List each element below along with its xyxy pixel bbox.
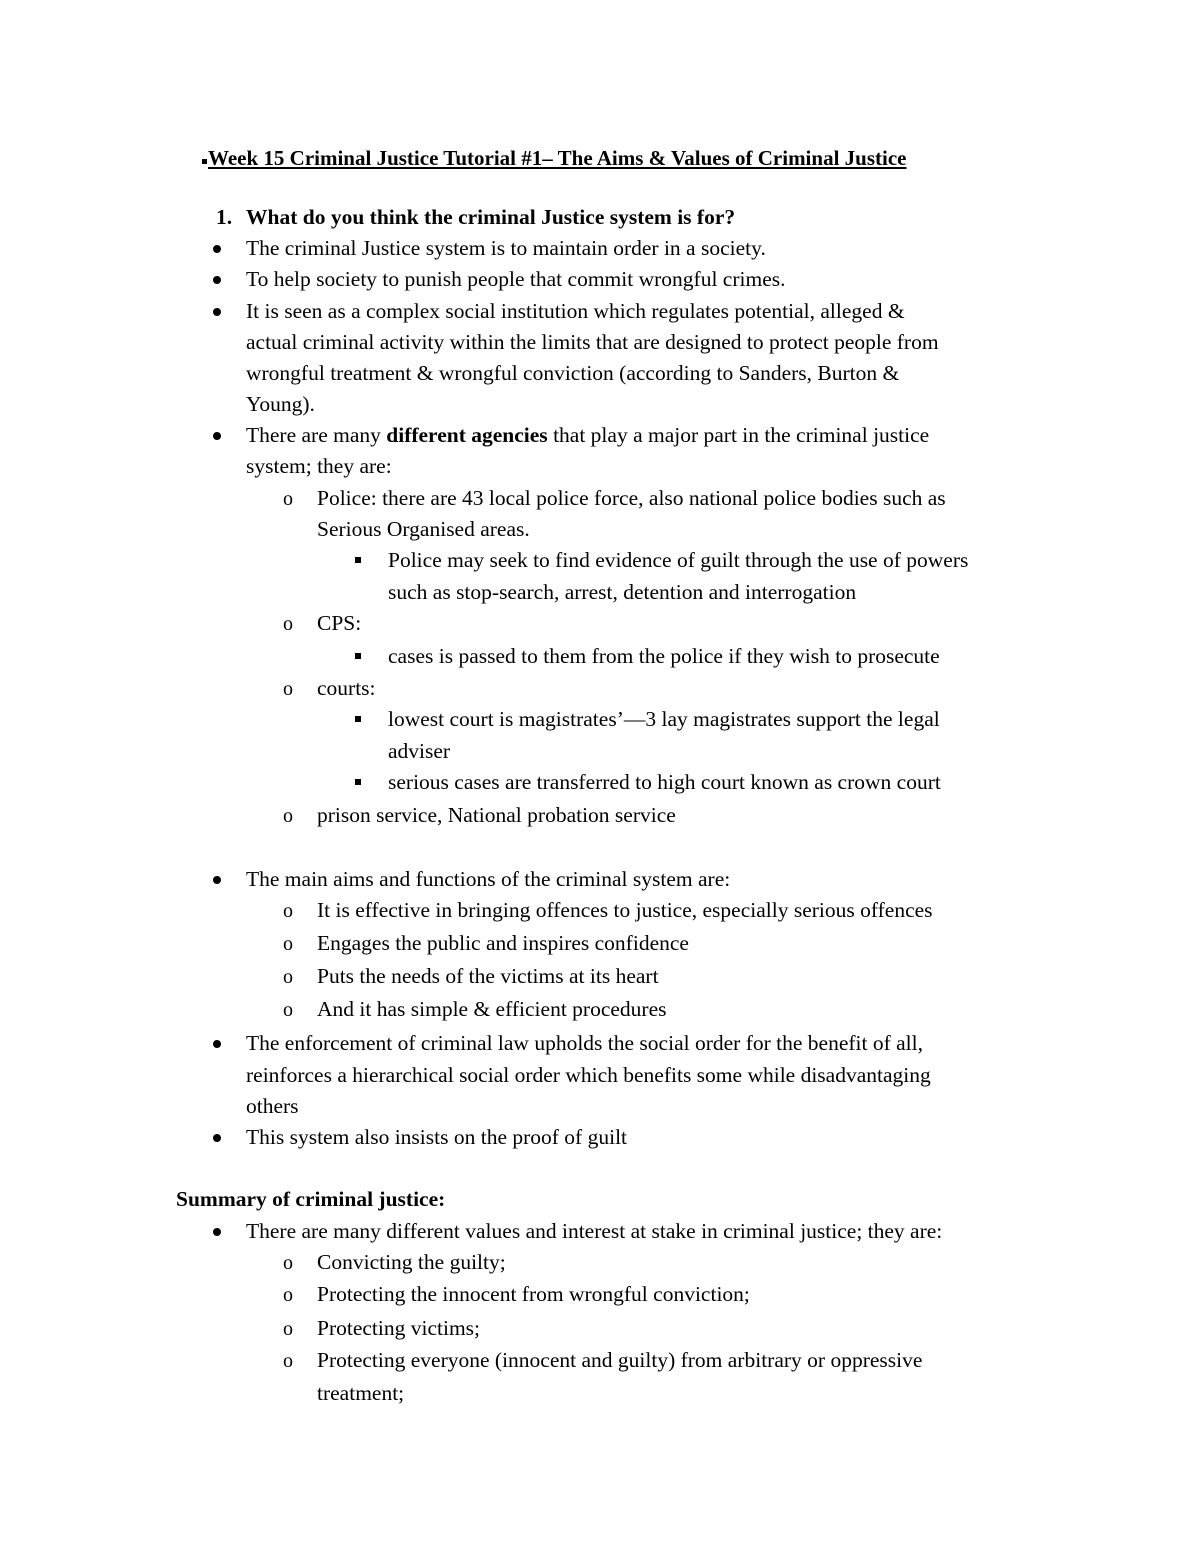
sub-bullet-text: Protecting the innocent from wrongful conviction;	[317, 1282, 750, 1306]
bullet-text-continued: actual criminal activity within the limits that are designed to protect people from	[246, 330, 939, 354]
circle-bullet-icon: o	[283, 966, 293, 988]
square-bullet-icon	[355, 716, 361, 722]
bullet-disc-icon	[213, 1134, 221, 1142]
bullet-text-continued: others	[246, 1094, 299, 1118]
text-run: that play a major part in the criminal justice	[547, 423, 930, 447]
square-bullet-icon	[355, 653, 361, 659]
bullet-text	[246, 425, 929, 447]
circle-bullet-icon: o	[283, 805, 293, 827]
sub-bullet-text: It is effective in bringing offences to justice, especially serious offences	[317, 898, 933, 922]
sub-bullet-text: Protecting victims;	[317, 1316, 481, 1340]
sub-bullet-text: courts:	[317, 676, 376, 700]
bullet-text: This system also insists on the proof of guilt	[246, 1125, 628, 1149]
circle-bullet-icon: o	[283, 900, 293, 922]
circle-bullet-icon: o	[283, 613, 293, 635]
circle-bullet-icon: o	[283, 678, 293, 700]
sub-sub-bullet-text-continued: such as stop-search, arrest, detention and interrogation	[388, 580, 857, 604]
sub-sub-bullet-text: serious cases are transferred to high court known as crown court	[388, 770, 941, 794]
sub-bullet-text-continued: Serious Organised areas.	[317, 517, 530, 541]
question-number: 1.	[216, 205, 233, 229]
square-bullet-icon	[355, 779, 361, 785]
circle-bullet-icon: o	[283, 933, 293, 955]
circle-bullet-icon: o	[283, 1350, 293, 1372]
bullet-text: The criminal Justice system is to maintain order in a society.	[246, 236, 766, 260]
bullet-disc-icon	[213, 276, 221, 284]
sub-bullet-text: Engages the public and inspires confidence	[317, 931, 689, 955]
sub-bullet-text: prison service, National probation service	[317, 803, 676, 827]
bullet-disc-icon	[213, 1228, 221, 1236]
bullet-disc-icon	[213, 1040, 221, 1048]
bullet-disc-icon	[213, 245, 221, 253]
circle-bullet-icon: o	[283, 999, 293, 1021]
bullet-text: The enforcement of criminal law upholds the social order for the benefit of all,	[246, 1031, 923, 1055]
sub-sub-bullet-text: lowest court is magistrates’—3 lay magistrates support the legal	[388, 707, 940, 731]
sub-sub-bullet-text-continued: adviser	[388, 739, 451, 763]
text-run: There are many	[246, 423, 387, 447]
question-text: What do you think the criminal Justice system is for?	[246, 205, 736, 229]
bullet-text: There are many different values and interest at stake in criminal justice; they are:	[246, 1219, 943, 1243]
title-text: Week 15 Criminal Justice Tutorial #1– The Aims & Values of Criminal Justice	[208, 146, 907, 170]
circle-bullet-icon: o	[283, 488, 293, 510]
square-bullet-icon	[202, 159, 207, 164]
sub-sub-bullet-text: cases is passed to them from the police if they wish to prosecute	[388, 644, 940, 668]
emphasis-text: different agencies	[386, 423, 548, 447]
sub-bullet-text: Police: there are 43 local police force, also national police bodies such as	[317, 486, 946, 510]
bullet-text-continued: reinforces a hierarchical social order which benefits some while disadvantaging	[246, 1063, 931, 1087]
bullet-text: To help society to punish people that commit wrongful crimes.	[246, 267, 786, 291]
bullet-text: The main aims and functions of the criminal system are:	[246, 867, 731, 891]
bullet-disc-icon	[213, 876, 221, 884]
bullet-text: It is seen as a complex social institution which regulates potential, alleged &	[246, 299, 905, 323]
bullet-text-continued: Young).	[246, 392, 315, 416]
bullet-text-continued: wrongful treatment & wrongful conviction (according to Sanders, Burton &	[246, 361, 900, 385]
section-heading: Summary of criminal justice:	[176, 1187, 446, 1211]
square-bullet-icon	[355, 557, 361, 563]
sub-bullet-text: CPS:	[317, 611, 362, 635]
bullet-text-continued: system; they are:	[246, 454, 392, 478]
sub-bullet-text: Protecting everyone (innocent and guilty) from arbitrary or oppressive	[317, 1348, 923, 1372]
bullet-disc-icon	[213, 432, 221, 440]
circle-bullet-icon: o	[283, 1284, 293, 1306]
circle-bullet-icon: o	[283, 1318, 293, 1340]
sub-bullet-text-continued: treatment;	[317, 1381, 405, 1405]
document-title	[202, 146, 906, 171]
sub-bullet-text: Convicting the guilty;	[317, 1250, 506, 1274]
circle-bullet-icon: o	[283, 1252, 293, 1274]
sub-bullet-text: Puts the needs of the victims at its heart	[317, 964, 659, 988]
sub-sub-bullet-text: Police may seek to find evidence of guilt through the use of powers	[388, 548, 969, 572]
sub-bullet-text: And it has simple & efficient procedures	[317, 997, 667, 1021]
bullet-disc-icon	[213, 308, 221, 316]
